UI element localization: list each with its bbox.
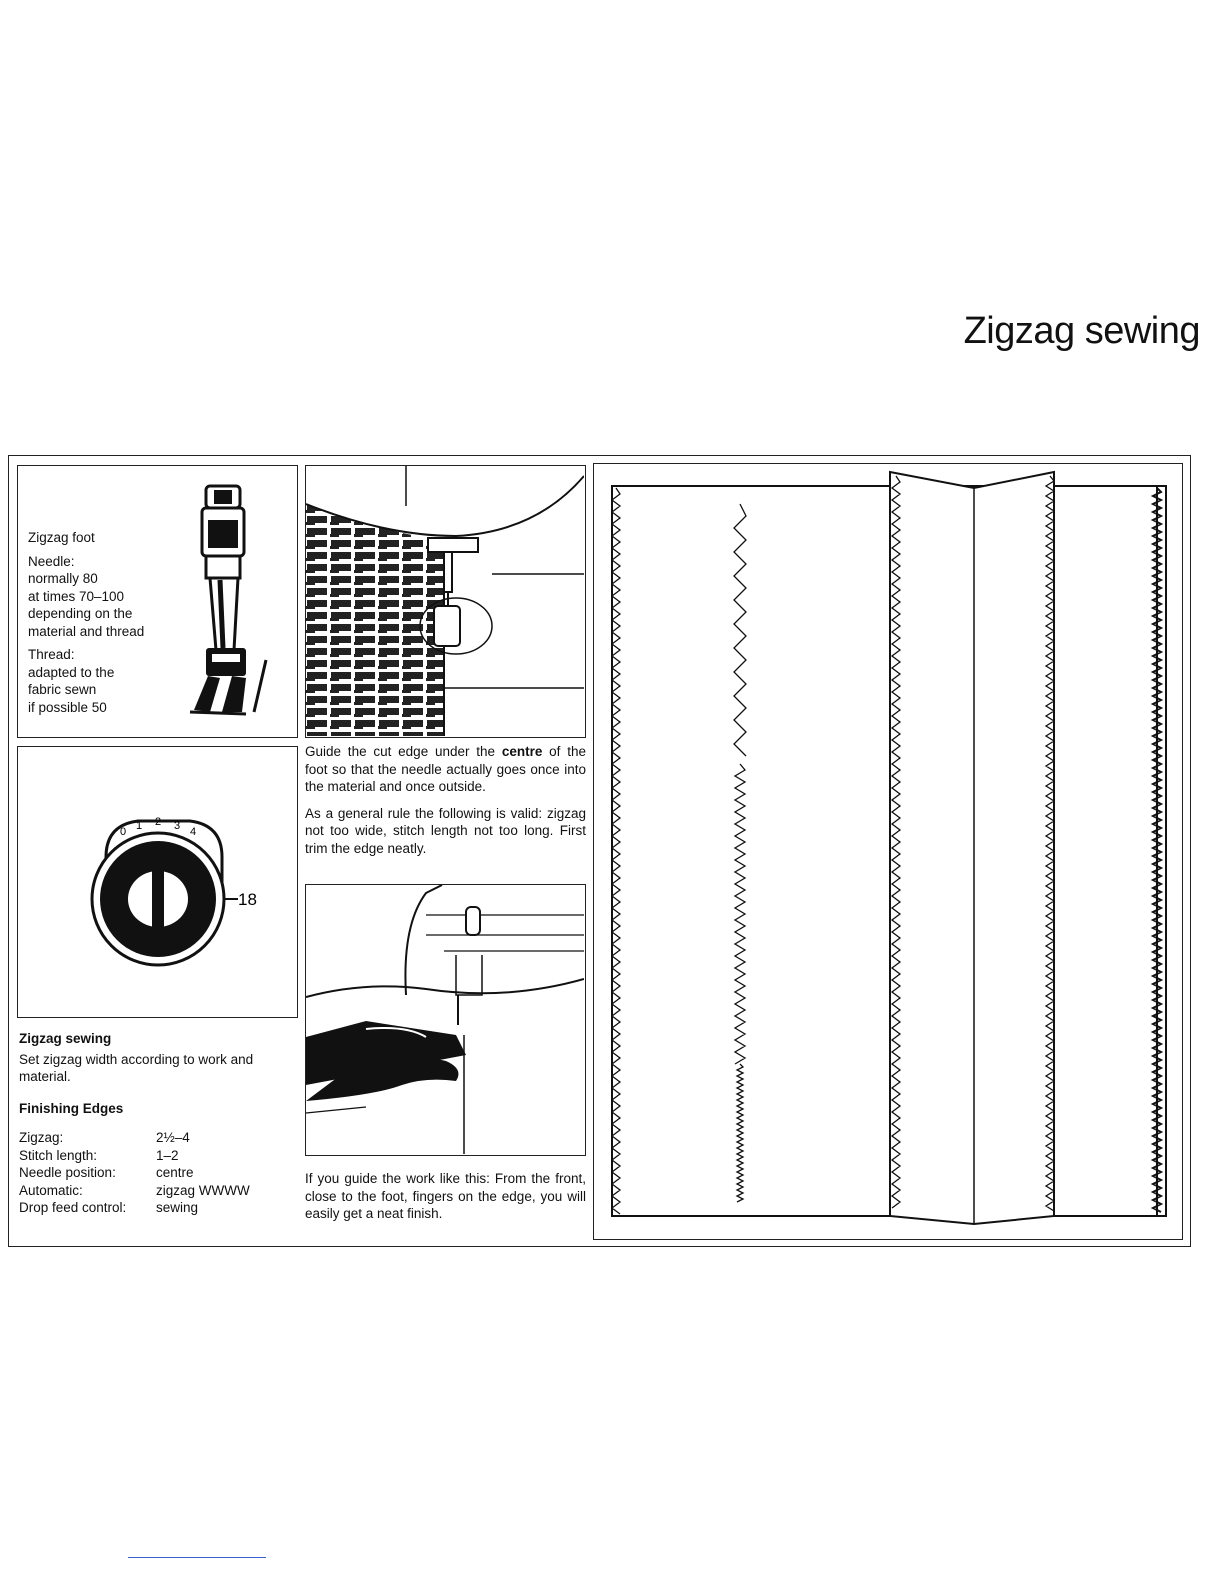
dial-tick-0: 0 [120, 826, 127, 838]
page-title: Zigzag sewing [963, 310, 1200, 352]
spec-key: Zigzag: [19, 1130, 64, 1145]
spec-row [19, 1164, 301, 1182]
spec-value: zigzag WWWW [156, 1182, 250, 1198]
guide-text-a: Guide the cut edge under the [305, 744, 502, 759]
spec-value: centre [156, 1165, 194, 1180]
thread-line: fabric sewn [28, 682, 97, 697]
spec-value: sewing [156, 1200, 199, 1215]
guide-paragraph [305, 743, 586, 796]
general-rule-paragraph: As a general rule the following is valid: zigzag not too wide, stitch length not too long. First trim the edge neatly. [305, 805, 586, 856]
stitch-width-dial [78, 797, 268, 997]
needle-line: normally 80 [28, 571, 98, 586]
dial-tick-2: 2 [155, 816, 162, 828]
zigzag-sewing-heading: Zigzag sewing [19, 1031, 112, 1046]
spec-row [19, 1182, 301, 1200]
finishing-edges-heading: Finishing Edges [19, 1100, 124, 1116]
spec-row [19, 1129, 301, 1147]
spec-key: Stitch length: [19, 1147, 98, 1163]
zigzag-foot-box [17, 465, 298, 738]
needle-edge-illustration [306, 466, 584, 736]
hand-guiding-illustration [306, 885, 584, 1154]
thread-label: Thread: [28, 647, 75, 662]
thread-line: adapted to the [28, 664, 115, 680]
spec-key: Needle position: [19, 1165, 116, 1180]
guide-work-paragraph: If you guide the work like this: From the front, close to the foot, fingers on the edge, you will easily get a neat finish. [305, 1171, 586, 1221]
zigzag-sewing-body: Set zigzag width according to work and material. [19, 1051, 254, 1084]
needle-edge-illustration-box [305, 465, 586, 738]
stitch-samples-box [593, 463, 1183, 1240]
spec-value: 2½–4 [156, 1130, 190, 1145]
needle-label: Needle: [28, 553, 75, 569]
dial-callout-number: 18 [238, 890, 257, 909]
dial-tick-3: 3 [174, 820, 181, 832]
middle-text-top [305, 743, 586, 857]
guide-text-emphasis: centre [501, 744, 543, 759]
thread-line: if possible 50 [28, 699, 107, 715]
left-column-text [19, 1030, 301, 1217]
stitch-width-dial-box [17, 746, 298, 1018]
spec-value: 1–2 [156, 1147, 179, 1163]
foot-heading: Zigzag foot [28, 530, 95, 545]
needle-line: depending on the [28, 606, 133, 621]
guide-text-c: of the foot so that the needle actually goes once into the material and once outside. [305, 744, 586, 794]
bottom-rule [128, 1557, 266, 1558]
spec-key: Automatic: [19, 1182, 83, 1198]
needle-line: material and thread [28, 623, 145, 639]
dial-tick-4: 4 [190, 826, 197, 838]
stitch-samples-illustration [594, 464, 1181, 1238]
presser-foot-illustration [166, 480, 284, 720]
dial-tick-1: 1 [136, 820, 143, 832]
middle-text-bottom [305, 1170, 586, 1223]
spec-key: Drop feed control: [19, 1200, 127, 1215]
spec-row [19, 1199, 301, 1217]
needle-line: at times 70–100 [28, 588, 125, 604]
hand-guiding-illustration-box [305, 884, 586, 1156]
spec-row [19, 1147, 301, 1165]
